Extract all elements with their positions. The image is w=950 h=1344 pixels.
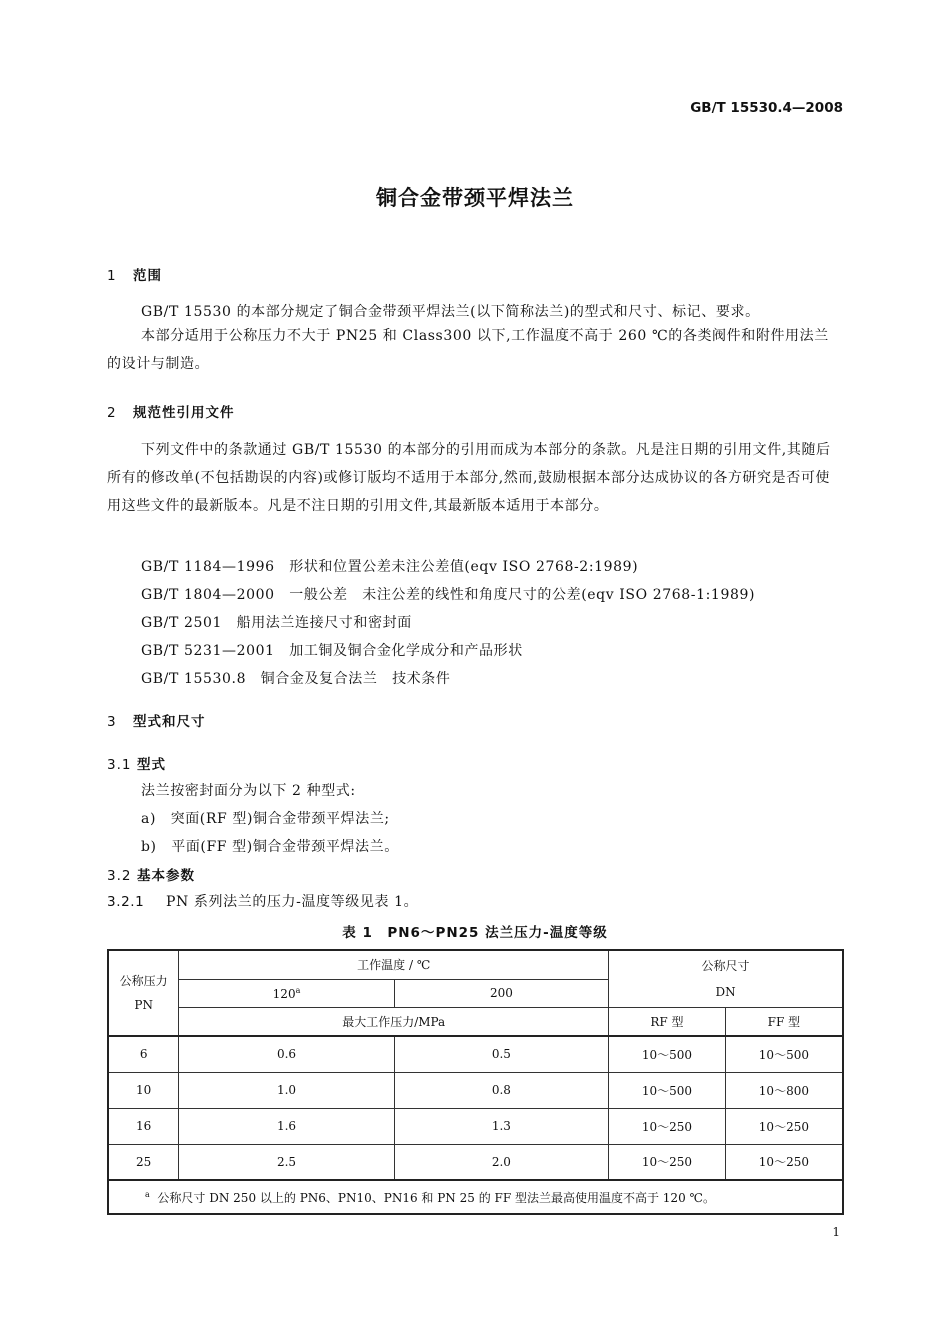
cell-pressure-120: 1.0 xyxy=(179,1072,394,1108)
cell-rf: 10～500 xyxy=(609,1036,726,1072)
reference-item: GB/T 15530.8 铜合金及复合法兰 技术条件 xyxy=(141,671,451,687)
reference-item: GB/T 5231—2001 加工铜及铜合金化学成分和产品形状 xyxy=(141,643,523,659)
section-1-paragraph-2: 本部分适用于公称压力不大于 PN25 和 Class300 以下,工作温度不高于 260 ℃的各类阀件和附件用法兰的设计与制造。 xyxy=(107,328,829,372)
cell-ff: 10～500 xyxy=(725,1036,843,1072)
cell-pressure-200: 2.0 xyxy=(394,1144,608,1180)
cell-ff: 10～800 xyxy=(725,1072,843,1108)
standard-number: GB/T 15530.4—2008 xyxy=(690,100,843,116)
section-text: PN 系列法兰的压力-温度等级见表 1。 xyxy=(166,894,419,910)
cell-rf: 10～500 xyxy=(609,1072,726,1108)
section-2-paragraph: 下列文件中的条款通过 GB/T 15530 的本部分的引用而成为本部分的条款。凡是注日期的引用文件,其随后所有的修改单(不包括勘误的内容)或修订版均不适用于本部分,然而,鼓励根据本部分达成协议的各方研究是否可使用这些文件的最新版本。凡是不注日期的引用文件,其最新版本适用于本部分。 xyxy=(107,442,831,514)
section-number: 3.1 xyxy=(107,757,132,773)
header-nominal-size: 公称尺寸 DN xyxy=(609,950,843,1007)
cell-ff: 10～250 xyxy=(725,1108,843,1144)
section-3-2-1 xyxy=(107,891,418,911)
table-row xyxy=(108,1108,843,1144)
cell-pn: 6 xyxy=(108,1036,179,1072)
section-number: 3.2 xyxy=(107,868,132,884)
section-1-heading xyxy=(107,264,162,284)
header-max-pressure: 最大工作压力/MPa xyxy=(179,1007,609,1036)
section-number: 3 xyxy=(107,714,117,730)
section-number: 1 xyxy=(107,268,117,284)
table-row xyxy=(108,1072,843,1108)
cell-pressure-200: 0.8 xyxy=(394,1072,608,1108)
section-number: 2 xyxy=(107,405,117,421)
header-nominal-pressure: 公称压力 PN xyxy=(108,950,179,1036)
section-title: 范围 xyxy=(133,268,162,284)
section-3-heading xyxy=(107,710,206,730)
table-caption: 表 1 PN6～PN25 法兰压力-温度等级 xyxy=(342,925,608,941)
reference-item: GB/T 1184—1996 形状和位置公差未注公差值(eqv ISO 2768-2:1989) xyxy=(141,559,639,575)
footnote-text: 公称尺寸 DN 250 以上的 PN6、PN10、PN16 和 PN 25 的 FF 型法兰最高使用温度不高于 120 ℃。 xyxy=(157,1190,715,1205)
cell-pressure-120: 1.6 xyxy=(179,1108,394,1144)
section-number: 3.2.1 xyxy=(107,894,145,910)
cell-pn: 25 xyxy=(108,1144,179,1180)
section-title: 规范性引用文件 xyxy=(133,405,235,421)
table-row xyxy=(108,1036,843,1072)
cell-pressure-120: 0.6 xyxy=(179,1036,394,1072)
header-temp-120: 120$^a$ xyxy=(179,979,394,1007)
header-temp-200: 200 xyxy=(394,979,608,1007)
table-row xyxy=(108,1144,843,1180)
pressure-temperature-table xyxy=(107,949,844,1215)
cell-pressure-200: 1.3 xyxy=(394,1108,608,1144)
section-3-2-heading xyxy=(107,864,195,884)
footnote-mark: a xyxy=(145,1189,150,1199)
section-title: 型式和尺寸 xyxy=(133,714,206,730)
cell-pressure-200: 0.5 xyxy=(394,1036,608,1072)
header-rf-type: RF 型 xyxy=(609,1007,726,1036)
cell-pressure-120: 2.5 xyxy=(179,1144,394,1180)
cell-ff: 10～250 xyxy=(725,1144,843,1180)
page-number: 1 xyxy=(832,1225,840,1239)
section-title: 型式 xyxy=(137,757,166,773)
section-2-heading xyxy=(107,401,235,421)
section-1-paragraph-1: GB/T 15530 的本部分规定了铜合金带颈平焊法兰(以下简称法兰)的型式和尺寸、标记、要求。 xyxy=(141,304,760,320)
type-intro: 法兰按密封面分为以下 2 种型式: xyxy=(141,783,356,799)
document-title: 铜合金带颈平焊法兰 xyxy=(376,186,574,210)
reference-item: GB/T 1804—2000 一般公差 未注公差的线性和角度尺寸的公差(eqv ISO 2768-1:1989) xyxy=(141,587,756,603)
section-title: 基本参数 xyxy=(137,868,195,884)
cell-pn: 10 xyxy=(108,1072,179,1108)
cell-pn: 16 xyxy=(108,1108,179,1144)
cell-rf: 10～250 xyxy=(609,1108,726,1144)
type-item-a: a) 突面(RF 型)铜合金带颈平焊法兰; xyxy=(141,811,390,827)
cell-rf: 10～250 xyxy=(609,1144,726,1180)
section-3-1-heading xyxy=(107,753,166,773)
type-item-b: b) 平面(FF 型)铜合金带颈平焊法兰。 xyxy=(141,839,399,855)
reference-item: GB/T 2501 船用法兰连接尺寸和密封面 xyxy=(141,615,412,631)
header-working-temperature: 工作温度 / ℃ xyxy=(179,950,609,979)
header-ff-type: FF 型 xyxy=(725,1007,843,1036)
table-footnote xyxy=(108,1180,843,1214)
